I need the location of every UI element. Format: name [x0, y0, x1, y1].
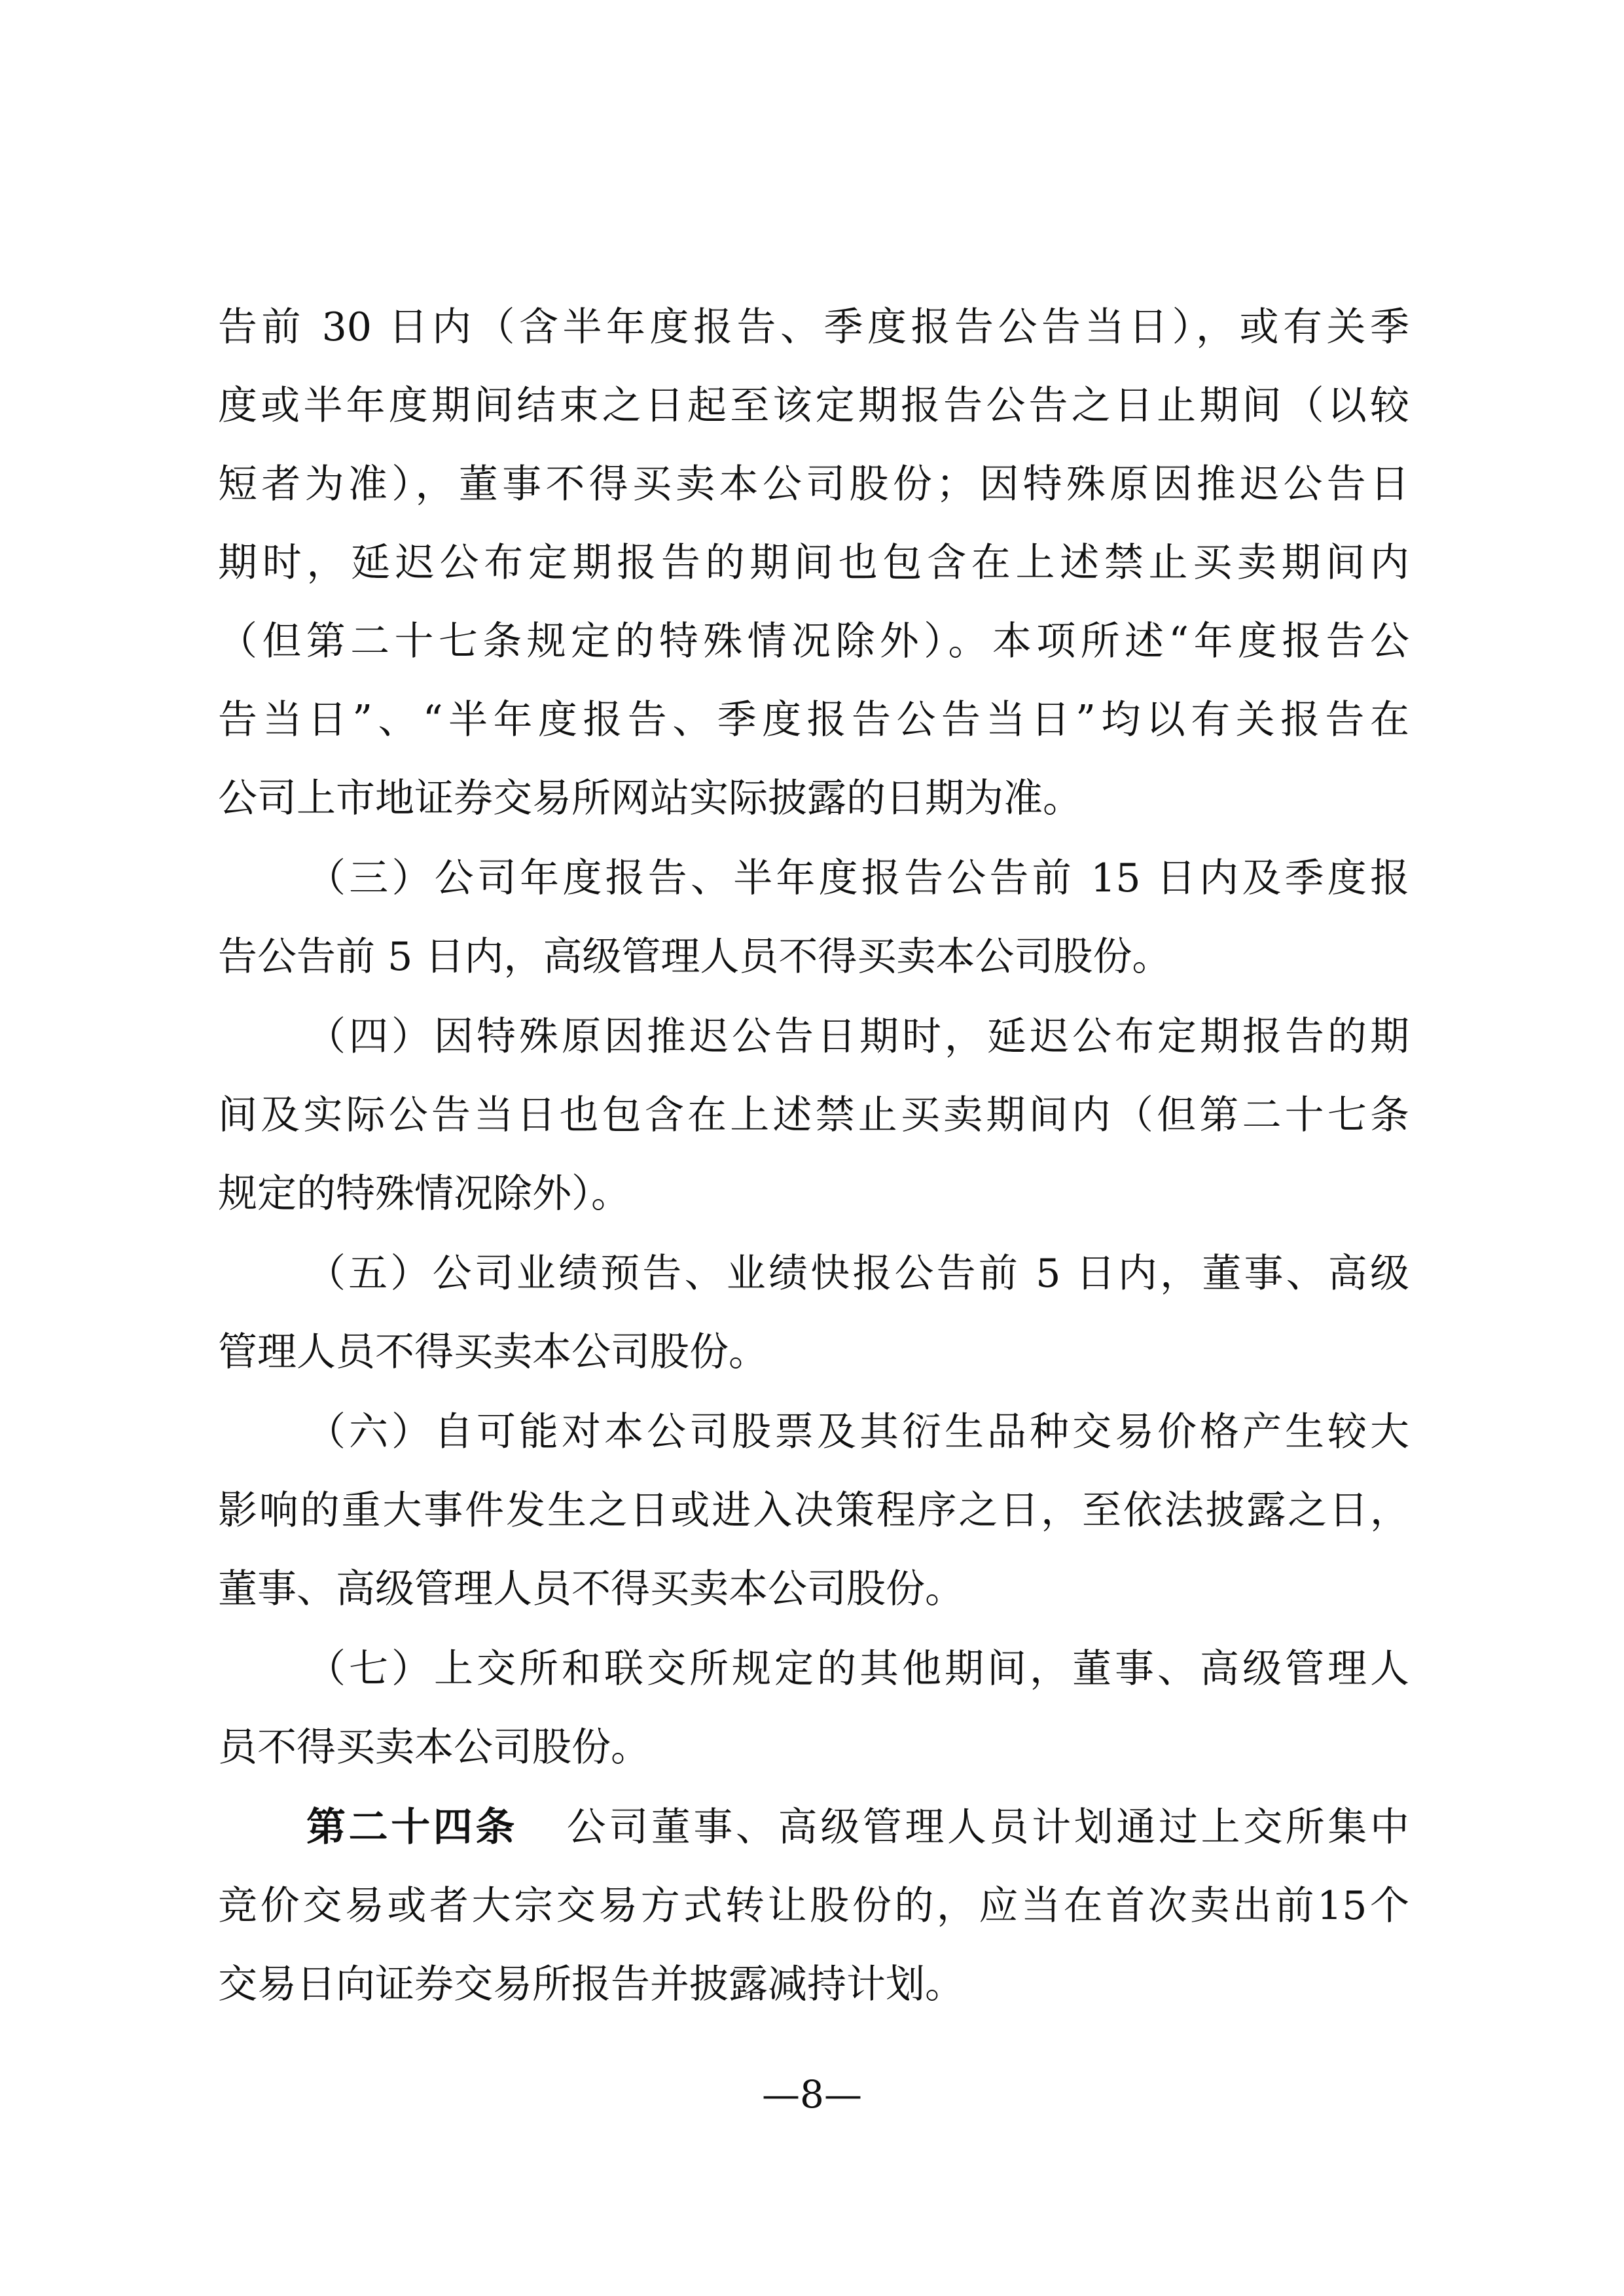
- paragraph-item-6-line: （六）自可能对本公司股票及其衍生品种交易价格产生较大: [306, 1409, 1409, 1455]
- article-24-line: 竞价交易或者大宗交易方式转让股份的，应当在首次卖出前15个: [218, 1883, 1409, 1929]
- paragraph-item-7-line: （七）上交所和联交所规定的其他期间，董事、高级管理人: [306, 1646, 1409, 1692]
- article-24-line: 交易日向证券交易所报告并披露减持计划。: [218, 1962, 964, 2007]
- page-number: —8—: [762, 2072, 862, 2117]
- paragraph-item-4-line: 规定的特殊情况除外）。: [218, 1171, 630, 1217]
- text-line: 公司上市地证券交易所网站实际披露的日期为准。: [218, 776, 1082, 821]
- text-line: 告当日”、“半年度报告、季度报告公告当日”均以有关报告在: [218, 697, 1409, 743]
- text-line: 度或半年度期间结束之日起至该定期报告公告之日止期间（以较: [218, 383, 1409, 429]
- text-line: 期时，延迟公布定期报告的期间也包含在上述禁止买卖期间内: [218, 540, 1409, 586]
- paragraph-item-4-line: （四）因特殊原因推迟公告日期时，延迟公布定期报告的期: [306, 1014, 1409, 1060]
- article-heading: 第二十四条: [306, 1804, 518, 1850]
- paragraph-item-6-line: 影响的重大事件发生之日或进入决策程序之日，至依法披露之日，: [218, 1488, 1409, 1534]
- text-line: 告前 30 日内（含半年度报告、季度报告公告当日），或有关季: [218, 304, 1409, 350]
- article-24-first-line: [306, 1788, 1409, 1867]
- paragraph-item-7-line: 员不得买卖本公司股份。: [218, 1725, 650, 1770]
- paragraph-item-4-line: 间及实际公告当日也包含在上述禁止买卖期间内（但第二十七条: [218, 1092, 1409, 1138]
- paragraph-item-3-line: 告公告前 5 日内，高级管理人员不得买卖本公司股份。: [218, 934, 1172, 980]
- article-first-line-text: 公司董事、高级管理人员计划通过上交所集中: [564, 1804, 1409, 1850]
- paragraph-item-5-line: （五）公司业绩预告、业绩快报公告前 5 日内，董事、高级: [306, 1251, 1409, 1297]
- text-line: 短者为准），董事不得买卖本公司股份；因特殊原因推迟公告日: [218, 461, 1409, 507]
- paragraph-item-3-line: （三）公司年度报告、半年度报告公告前 15 日内及季度报: [306, 855, 1409, 901]
- paragraph-item-6-line: 董事、高级管理人员不得买卖本公司股份。: [218, 1566, 964, 1612]
- text-line: （但第二十七条规定的特殊情况除外）。本项所述“年度报告公: [218, 619, 1409, 664]
- paragraph-item-5-line: 管理人员不得买卖本公司股份。: [218, 1329, 768, 1375]
